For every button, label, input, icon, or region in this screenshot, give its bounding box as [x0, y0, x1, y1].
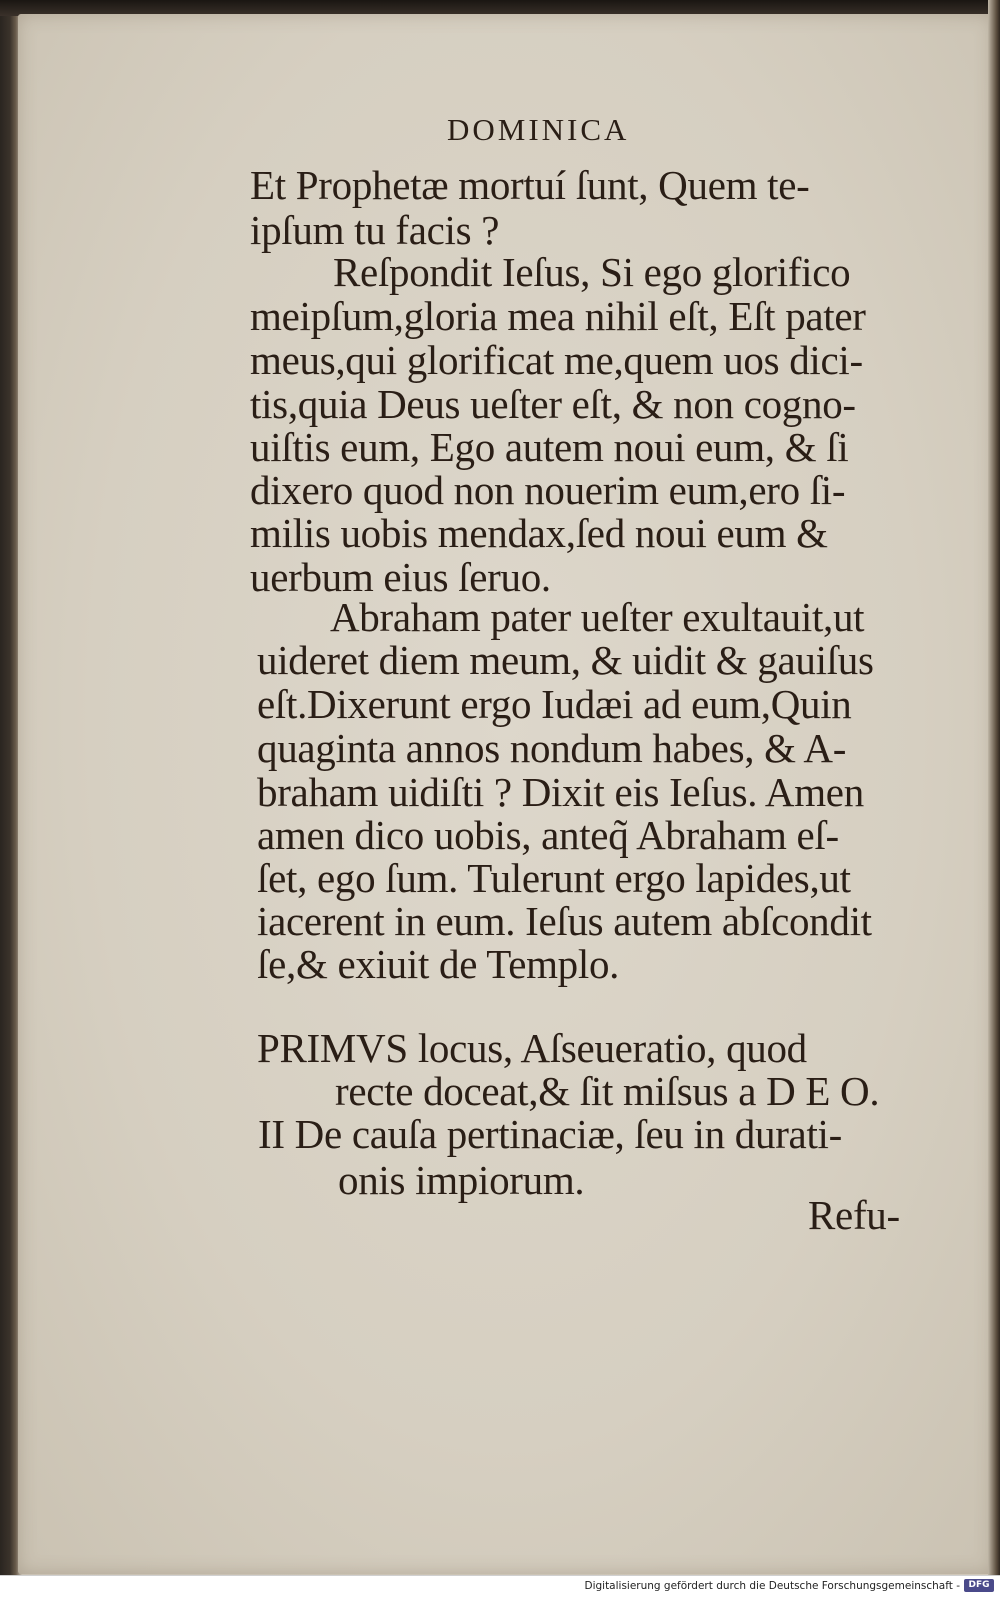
text-line: recte doceat,& ſit miſsus a D E O.	[335, 1068, 880, 1114]
footer-bar	[0, 1575, 1000, 1597]
text-line: ſe,& exiuit de Templo.	[257, 941, 620, 987]
text-line: uiſtis eum, Ego autem noui eum, & ſi	[250, 424, 849, 470]
text-line: Abraham pater ueſter exultauit,ut	[330, 594, 865, 640]
funding-credit: Digitalisierung gefördert durch die Deutsche Forschungsgemeinschaft -	[584, 1580, 960, 1592]
text-line: amen dico uobis, anteq̃ Abraham eſ-	[257, 812, 839, 858]
text-line: quaginta annos nondum habes, & A-	[257, 725, 847, 771]
text-line: eſt.Dixerunt ergo Iudæi ad eum,Quin	[257, 681, 852, 727]
text-line: PRIMVS locus, Aſseueratio, quod	[257, 1025, 807, 1071]
catchword: Refu-	[808, 1192, 900, 1238]
running-head: DOMINICA	[447, 112, 630, 147]
text-line: tis,quia Deus ueſter eſt, & non cogno-	[250, 381, 856, 427]
text-line: ipſum tu facis ?	[250, 207, 500, 253]
text-line: Et Prophetæ mortuí ſunt, Quem te-	[250, 162, 810, 208]
text-line: milis uobis mendax,ſed noui eum &	[250, 510, 828, 556]
text-line: onis impiorum.	[338, 1157, 585, 1203]
text-line: uerbum eius ſeruo.	[250, 554, 551, 600]
text-line: dixero quod non nouerim eum,ero ſi-	[250, 467, 846, 513]
text-line: iacerent in eum. Ieſus autem abſcondit	[257, 898, 872, 944]
text-line: meus,qui glorificat me,quem uos dici-	[250, 337, 863, 383]
text-line: uideret diem meum, & uidit & gauiſus	[257, 637, 874, 683]
dfg-logo: DFG	[964, 1579, 994, 1592]
text-line: ſet, ego ſum. Tulerunt ergo lapides,ut	[257, 855, 851, 901]
right-page-edge	[988, 0, 1000, 1575]
text-line: Reſpondit Ieſus, Si ego glorifico	[333, 249, 851, 295]
text-line: meipſum,gloria mea nihil eſt, Eſt pater	[250, 293, 866, 339]
text-line: braham uidiſti ? Dixit eis Ieſus. Amen	[257, 769, 864, 815]
text-line: II De cauſa pertinaciæ, ſeu in durati-	[258, 1111, 842, 1157]
